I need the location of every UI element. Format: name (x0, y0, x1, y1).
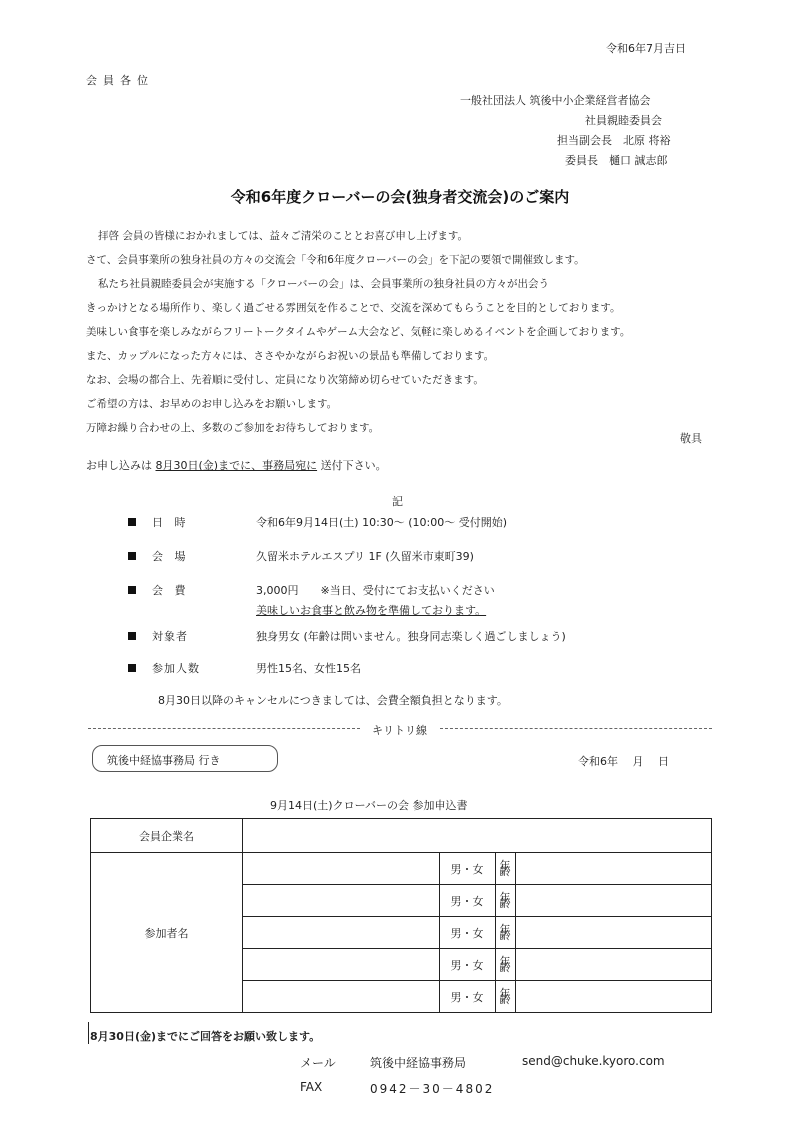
age-label: 年齢 (495, 853, 515, 885)
footer-note: 8月30日(金)までにご回答をお願い致します。 (90, 1030, 321, 1043)
footer-rule (88, 1022, 89, 1044)
reply-date: 令和6年 月 日 (578, 755, 669, 768)
detail-value: 3,000円 ※当日、受付にてお支払いください (256, 584, 495, 597)
bullet-icon (128, 632, 136, 640)
deadline-note (86, 457, 387, 473)
age-label: 年齢 (495, 949, 515, 981)
sex-option[interactable]: 男・女 (439, 853, 495, 885)
age-field[interactable] (515, 885, 712, 917)
participant-name-field[interactable] (243, 853, 440, 885)
letter-date: 令和6年7月吉日 (606, 42, 686, 55)
body-line: きっかけとなる場所作り、楽しく過ごせる雰囲気を作ることで、交流を深めてもらうことを目的としております。 (86, 302, 621, 314)
bullet-icon (128, 664, 136, 672)
detail-value: 男性15名、女性15名 (256, 662, 361, 675)
sex-option[interactable]: 男・女 (439, 885, 495, 917)
body-line: 万障お繰り合わせの上、多数のご参加をお待ちしております。 (86, 422, 380, 434)
sender-committee: 社員親睦委員会 (585, 114, 662, 127)
age-field[interactable] (515, 949, 712, 981)
deadline-prefix: お申し込みは (86, 459, 152, 472)
age-field[interactable] (515, 981, 712, 1013)
age-label: 年齢 (495, 885, 515, 917)
cancel-note: 8月30日以降のキャンセルにつきましては、会費全額負担となります。 (158, 694, 508, 707)
closing: 敬具 (680, 432, 702, 445)
company-field[interactable] (243, 819, 712, 853)
body-line: また、カップルになった方々には、ささやかながらお祝いの景品も準備しております。 (86, 350, 495, 362)
detail-label: 参加人数 (152, 662, 200, 675)
body-line: 美味しい食事を楽しみながらフリートークタイムやゲーム大会など、気軽に楽しめるイベントを企画しております。 (86, 326, 631, 338)
bullet-icon (128, 552, 136, 560)
sender-vice-president: 担当副会長 北原 将裕 (557, 134, 671, 147)
participants-label: 参加者名 (91, 853, 243, 1013)
sex-option[interactable]: 男・女 (439, 949, 495, 981)
reply-to-box (92, 745, 278, 772)
cut-line-label: キリトリ線 (372, 724, 427, 737)
detail-label: 会 費 (152, 584, 190, 597)
body-line: ご希望の方は、お早めのお申し込みをお願いします。 (86, 398, 338, 410)
deadline-underlined: 8月30日(金)までに、事務局宛に (155, 459, 318, 472)
cut-line-left (88, 728, 360, 729)
age-label: 年齢 (495, 917, 515, 949)
sender-chair: 委員長 樋口 誠志郎 (565, 154, 668, 167)
bullet-icon (128, 518, 136, 526)
detail-value: 令和6年9月14日(土) 10:30～ (10:00～ 受付開始) (256, 516, 508, 529)
cut-line-right (440, 728, 712, 729)
table-row (91, 819, 712, 853)
reply-to: 筑後中経協事務局 行き (107, 754, 221, 767)
fax-label: FAX (300, 1080, 323, 1094)
participant-name-field[interactable] (243, 885, 440, 917)
application-form (90, 818, 712, 1013)
table-row (91, 853, 712, 885)
detail-note: 美味しいお食事と飲み物を準備しております。 (256, 604, 487, 617)
mail-office: 筑後中経協事務局 (370, 1056, 467, 1070)
fax-number: 0942－30－4802 (370, 1082, 495, 1096)
deadline-suffix: 送付下さい。 (320, 459, 387, 472)
detail-label: 会 場 (152, 550, 190, 563)
detail-label: 対象者 (152, 630, 188, 643)
sender-org: 一般社団法人 筑後中小企業経営者協会 (460, 94, 651, 107)
participant-name-field[interactable] (243, 949, 440, 981)
body-line: さて、会員事業所の独身社員の方々の交流会「令和6年度クローバーの会」を下記の要領で開催致します。 (86, 254, 585, 266)
body-line: 私たち社員親睦委員会が実施する「クローバーの会」は、会員事業所の独身社員の方々が出会う (98, 278, 549, 290)
body-line: 拝啓 会員の皆様におかれましては、益々ご清栄のこととお喜び申し上げます。 (98, 230, 468, 242)
page-title: 令和6年度クローバーの会(独身者交流会)のご案内 (230, 188, 570, 206)
detail-label: 日 時 (152, 516, 190, 529)
sex-option[interactable]: 男・女 (439, 981, 495, 1013)
mail-label: メール (300, 1056, 336, 1070)
ki-heading: 記 (392, 495, 403, 508)
participant-name-field[interactable] (243, 981, 440, 1013)
participant-name-field[interactable] (243, 917, 440, 949)
form-title: 9月14日(土)クローバーの会 参加申込書 (270, 799, 468, 812)
bullet-icon (128, 586, 136, 594)
body-line: なお、会場の都合上、先着順に受付し、定員になり次第締め切らせていただきます。 (86, 374, 484, 386)
company-label: 会員企業名 (91, 819, 243, 853)
age-field[interactable] (515, 853, 712, 885)
age-field[interactable] (515, 917, 712, 949)
age-label: 年齢 (495, 981, 515, 1013)
detail-value: 久留米ホテルエスプリ 1F (久留米市東町39) (256, 550, 474, 563)
sex-option[interactable]: 男・女 (439, 917, 495, 949)
addressee: 会員各位 (86, 74, 154, 87)
detail-value: 独身男女 (年齢は問いません。独身同志楽しく過ごしましょう) (256, 630, 566, 643)
mail-address[interactable]: send@chuke.kyoro.com (522, 1054, 665, 1068)
